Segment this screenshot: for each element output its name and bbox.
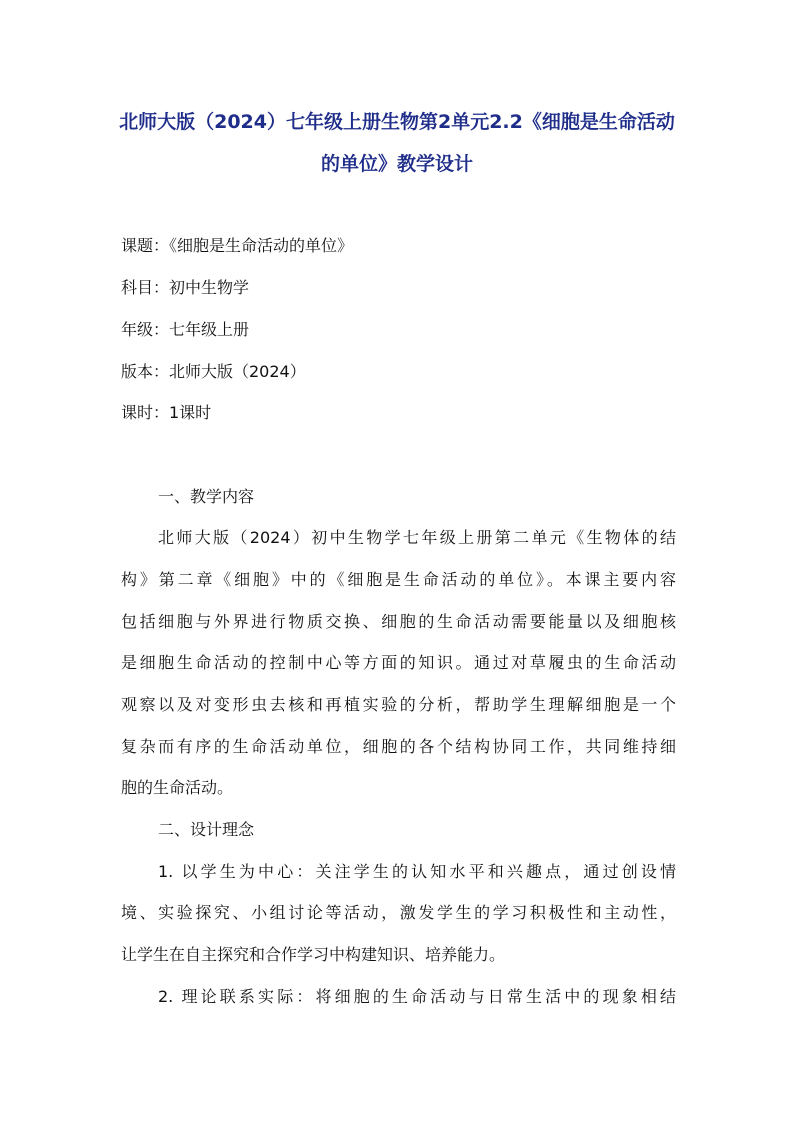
meta-subject: 科目：初中生物学	[121, 278, 250, 297]
document-title-line1: 北师大版（2024）七年级上册生物第2单元2.2《细胞是生命活动	[119, 111, 675, 133]
paragraph-line: 让学生在自主探究和合作学习中构建知识、培养能力。	[121, 945, 506, 964]
paragraph-line: 包括细胞与外界进行物质交换、细胞的生命活动需要能量以及细胞核	[121, 612, 676, 631]
paragraph-line: 胞的生命活动。	[121, 778, 234, 797]
paragraph-line: 北师大版（2024）初中生物学七年级上册第二单元《生物体的结	[158, 528, 676, 547]
section-heading-teaching-content: 一、教学内容	[158, 487, 255, 506]
paragraph-line: 观察以及对变形虫去核和再植实验的分析，帮助学生理解细胞是一个	[121, 695, 676, 714]
paragraph-line: 1. 以学生为中心：关注学生的认知水平和兴趣点，通过创设情	[158, 862, 676, 881]
meta-grade: 年级：七年级上册	[121, 320, 250, 339]
meta-periods: 课时：1课时	[121, 403, 212, 422]
paragraph-line: 构》第二章《细胞》中的《细胞是生命活动的单位》。本课主要内容	[121, 570, 676, 589]
paragraph-line: 2. 理论联系实际：将细胞的生命活动与日常生活中的现象相结	[158, 987, 676, 1006]
paragraph-line: 复杂而有序的生命活动单位，细胞的各个结构协同工作，共同维持细	[121, 737, 676, 756]
paragraph-line: 是细胞生命活动的控制中心等方面的知识。通过对草履虫的生命活动	[121, 653, 676, 672]
section-heading-design-concept: 二、设计理念	[158, 820, 255, 839]
meta-topic: 课题：《细胞是生命活动的单位》	[121, 236, 354, 255]
paragraph-line: 境、实验探究、小组讨论等活动，激发学生的学习积极性和主动性，	[121, 903, 676, 922]
document-title-line2: 的单位》教学设计	[320, 153, 473, 175]
meta-edition: 版本：北师大版（2024）	[121, 362, 306, 381]
